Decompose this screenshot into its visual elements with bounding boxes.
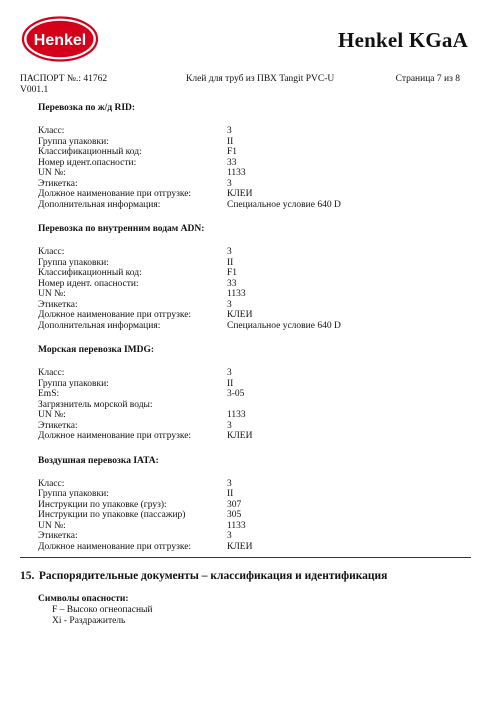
row-shipping-name: Должное наименование при отгрузке: КЛЕИ: [38, 541, 253, 552]
hazard-symbol-item: F – Высоко огнеопасный: [52, 605, 153, 615]
section-title: Распорядительные документы – классификация и идентификация: [38, 570, 388, 582]
hazard-symbol-item: Xi - Раздражитель: [52, 616, 126, 626]
row-marine-pollutant: Загрязнитель морской воды:: [38, 399, 153, 410]
row-hazard-id: Номер идент.опасности: 33: [38, 157, 237, 168]
section-iata: [38, 456, 458, 553]
hazard-symbols-list: [52, 605, 153, 627]
row-packing-group: Группа упаковки: II: [38, 136, 234, 147]
row-packing-instr-passenger: Инструкции по упаковке (пассажир) 305: [38, 510, 242, 520]
row-class: Класс: 3: [38, 247, 232, 257]
section-number: 15.: [20, 570, 35, 582]
product-name: Клей для труб из ПВХ Tangit PVC-U: [186, 74, 335, 84]
row-label: Этикетка: 3: [38, 420, 232, 431]
row-un-number: UN №: 1133: [38, 410, 246, 420]
section-divider: [20, 557, 471, 558]
section-rid: [38, 103, 458, 210]
section-title: Перевозка по ж/д RID:: [38, 103, 136, 113]
row-packing-group: Группа упаковки: II: [38, 257, 234, 268]
row-shipping-name: Должное наименование при отгрузке: КЛЕИ: [38, 431, 253, 441]
row-class: Класс: 3: [38, 478, 232, 489]
row-label: Этикетка: 3: [38, 299, 232, 310]
row-hazard-id: Номер идент. опасности: 33: [38, 278, 237, 289]
section-title: Воздушная перевозка IATA:: [38, 455, 159, 466]
row-un-number: UN №: 1133: [38, 168, 246, 178]
page-indicator: Страница 7 из 8: [395, 74, 460, 84]
document-meta: [20, 74, 460, 96]
row-packing-instr-cargo: Инструкции по упаковке (груз): 307: [38, 499, 242, 510]
row-ems: EmS: 3-05: [38, 389, 245, 399]
section-adn: [38, 224, 458, 331]
version: V001.1: [20, 85, 49, 95]
row-classification-code: Классификационный код: F1: [38, 147, 238, 157]
row-additional-info: Дополнительная информация: Специальное условие 640 D: [38, 320, 341, 331]
row-packing-group: Группа упаковки: II: [38, 378, 234, 389]
row-additional-info: Дополнительная информация: Специальное условие 640 D: [38, 199, 341, 210]
section-15-heading: [20, 570, 387, 582]
row-un-number: UN №: 1133: [38, 520, 246, 531]
section-title: Перевозка по внутренним водам ADN:: [38, 224, 205, 234]
row-class: Класс: 3: [38, 368, 232, 378]
row-label: Этикетка: 3: [38, 531, 232, 541]
henkel-logo: [21, 16, 99, 62]
company-name: Henkel KGaA: [338, 28, 468, 52]
transport-info: [38, 103, 458, 566]
row-label: Этикетка: 3: [38, 178, 232, 189]
row-un-number: UN №: 1133: [38, 289, 246, 299]
hazard-symbols-title: Символы опасности:: [38, 594, 129, 604]
section-imdg: [38, 345, 458, 442]
passport-number: ПАСПОРТ №.: 41762: [20, 74, 108, 84]
row-packing-group: Группа упаковки: II: [38, 489, 234, 499]
row-class: Класс: 3: [38, 126, 232, 136]
section-title: Морская перевозка IMDG:: [38, 345, 155, 355]
row-shipping-name: Должное наименование при отгрузке: КЛЕИ: [38, 310, 253, 320]
row-shipping-name: Должное наименование при отгрузке: КЛЕИ: [38, 189, 253, 199]
row-classification-code: Классификационный код: F1: [38, 268, 238, 278]
logo-text: Henkel: [33, 32, 87, 49]
